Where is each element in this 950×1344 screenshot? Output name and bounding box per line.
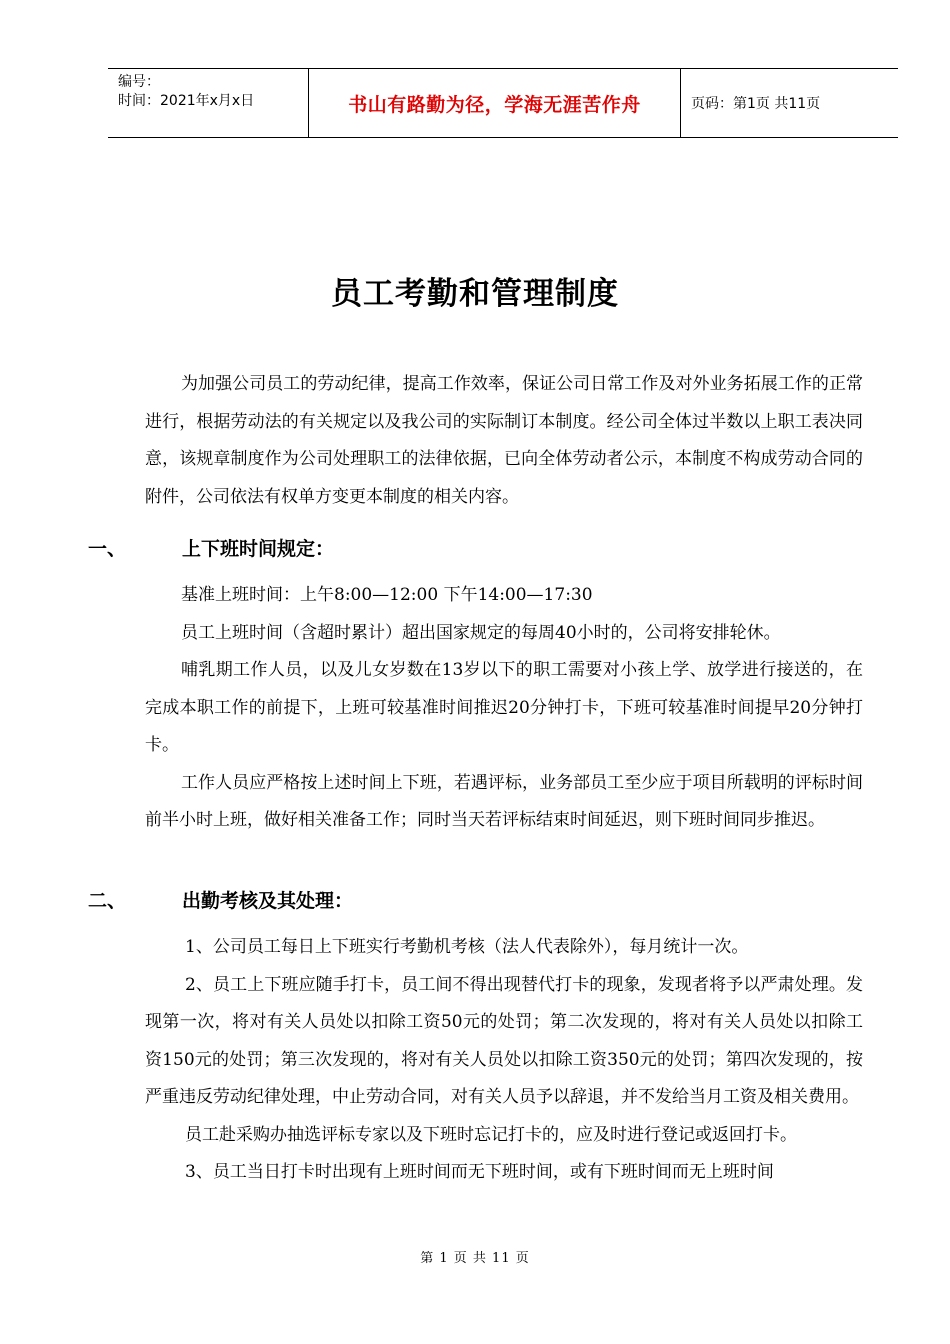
intro-block <box>145 366 863 516</box>
section-1-paragraph: 基准上班时间：上午8:00—12:00 下午14:00—17:30 <box>181 585 593 605</box>
document-number-label: 编号： <box>118 74 160 90</box>
section-2-paragraph: 2、员工上下班应随手打卡，员工间不得出现替代打卡的现象，发现者将予以严肃处理。发现第一次，将对有关人员处以扣除工资50元的处罚；第二次发现的，将对有关人员处以扣除工资150元的处罚；第三次发现的，将对有关人员处以扣除工资350元的处罚；第四次发现的，按严重违反劳动纪律处理，中止劳动合同，对有关人员予以辞退，并不发给当月工资及相关费用。 <box>145 974 863 1107</box>
section-1-paragraph: 工作人员应严格按上述时间上下班，若遇评标，业务部员工至少应于项目所载明的评标时间前半小时上班，做好相关准备工作；同时当天若评标结束时间延迟，则下班时间同步推迟。 <box>145 772 863 830</box>
header-page-code: 页码：第1页 共11页 <box>691 96 821 112</box>
section-1-heading <box>88 534 334 561</box>
page-footer: 第 1 页 共 11 页 <box>420 1251 530 1266</box>
page-header <box>108 68 898 138</box>
section-1-paragraph: 员工上班时间（含超时累计）超出国家规定的每周40小时的，公司将安排轮休。 <box>181 622 781 643</box>
section-2-paragraph: 员工赴采购办抽选评标专家以及下班时忘记打卡的，应及时进行登记或返回打卡。 <box>185 1124 797 1145</box>
intro-paragraph: 为加强公司员工的劳动纪律，提高工作效率，保证公司日常工作及对外业务拓展工作的正常进行，根据劳动法的有关规定以及我公司的实际制订本制度。经公司全体过半数以上职工表决同意，该规章制度作为公司处理职工的法律依据，已向全体劳动者公示，本制度不构成劳动合同的附件，公司依法有权单方变更本制度的相关内容。 <box>145 374 863 507</box>
section-1-title: 上下班时间规定： <box>182 538 335 560</box>
document-time-label: 时间：2021年x月x日 <box>118 93 255 109</box>
header-info-cell <box>108 69 309 137</box>
section-2-title: 出勤考核及其处理： <box>182 890 354 912</box>
section-1-paragraph: 哺乳期工作人员，以及儿女岁数在13岁以下的职工需要对小孩上学、放学进行接送的，在完成本职工作的前提下，上班可较基准时间推迟20分钟打卡，下班可较基准时间提早20分钟打卡。 <box>145 660 863 755</box>
section-1-body <box>145 577 863 840</box>
section-2-paragraph: 1、公司员工每日上下班实行考勤机考核（法人代表除外），每月统计一次。 <box>185 937 749 957</box>
section-2-heading <box>88 886 353 913</box>
section-2-body <box>145 929 863 1192</box>
header-page-cell <box>681 69 898 137</box>
document-title: 员工考勤和管理制度 <box>331 276 619 312</box>
section-1-number: 一、 <box>88 538 127 560</box>
header-motto-cell <box>309 69 681 137</box>
header-motto: 书山有路勤为径，学海无涯苦作舟 <box>348 93 641 116</box>
section-2-paragraph: 3、员工当日打卡时出现有上班时间而无下班时间，或有下班时间而无上班时间 <box>185 1162 774 1182</box>
section-2-number: 二、 <box>88 890 127 912</box>
